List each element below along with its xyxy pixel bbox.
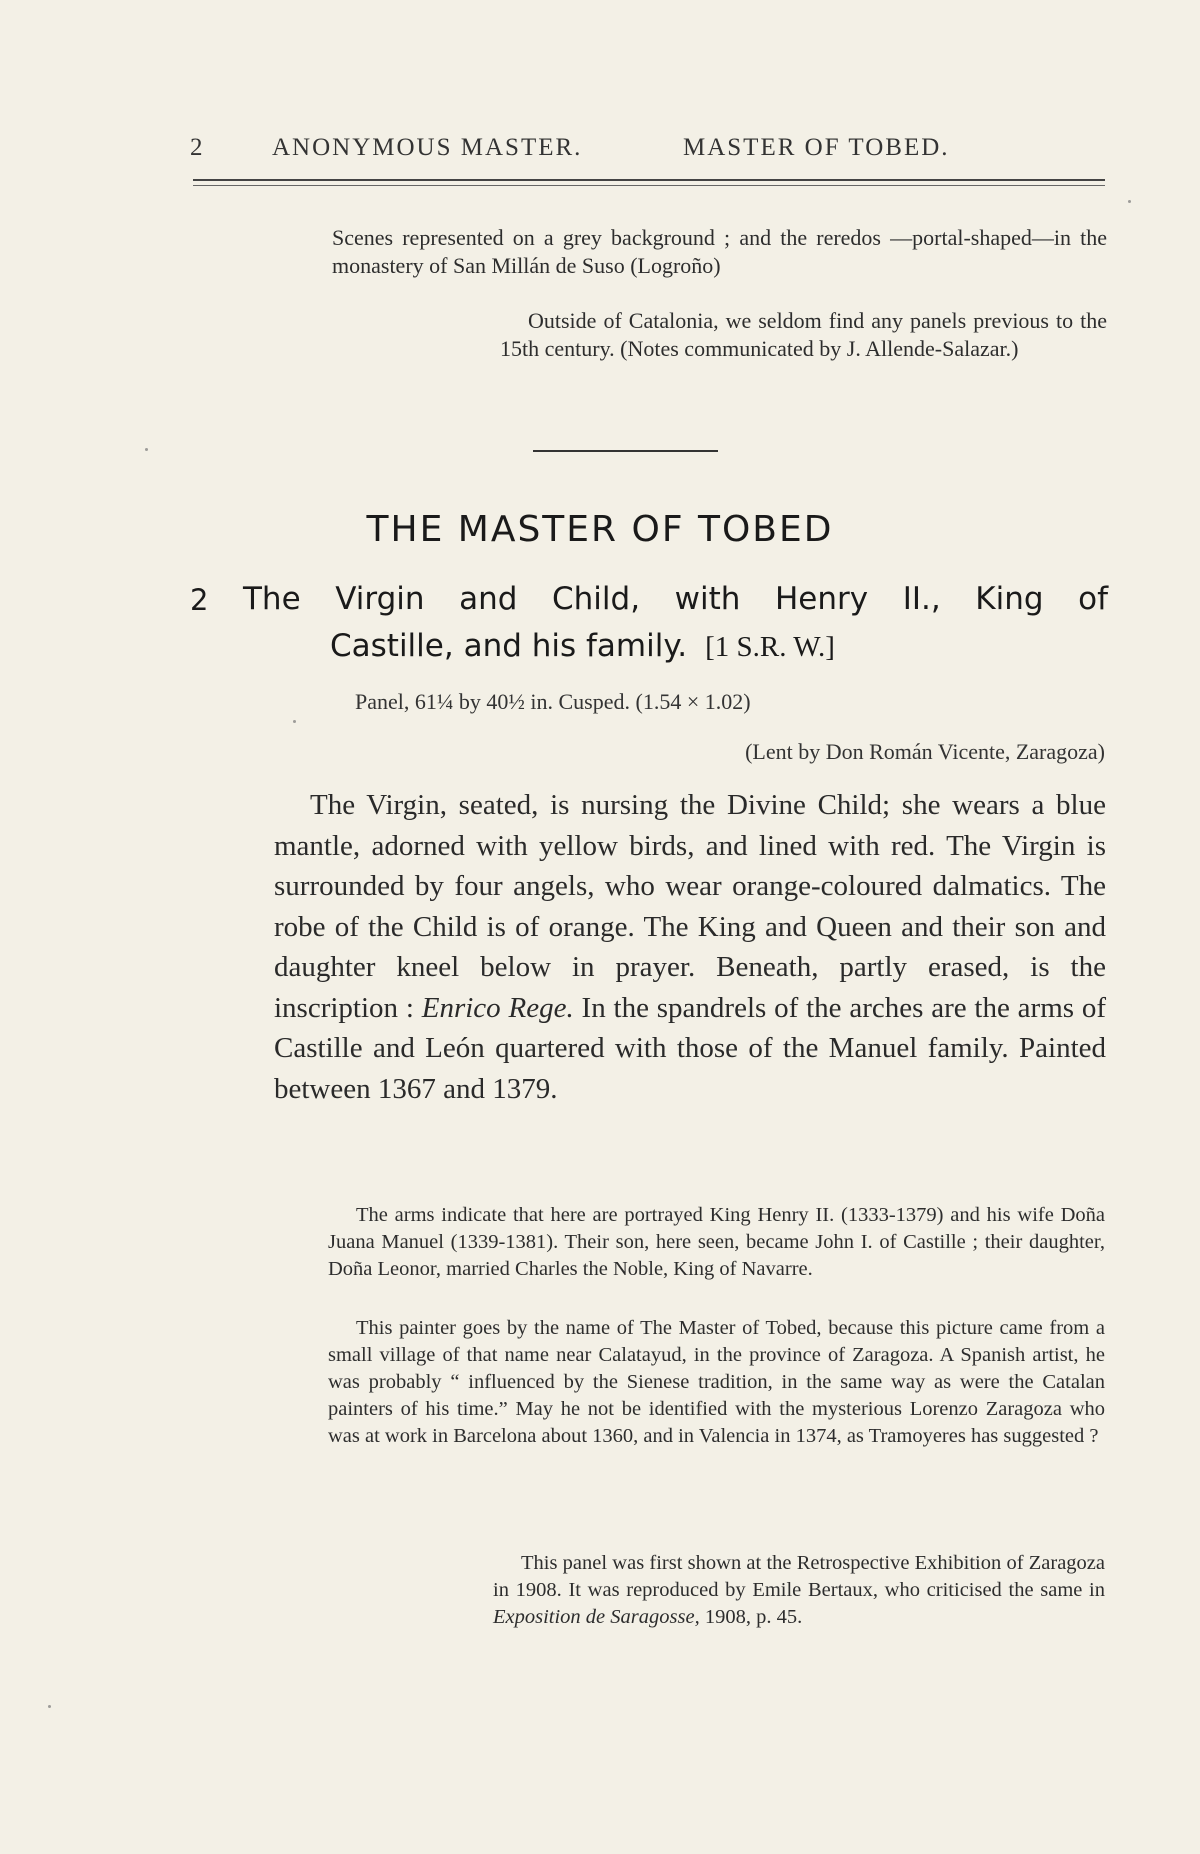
inscription-text: Enrico Rege. bbox=[421, 991, 574, 1024]
paper-speck bbox=[1128, 200, 1131, 203]
intro-paragraph-1: Scenes represented on a grey background ; and the reredos —portal-shaped—in the monastery of San Millán de Suso (Logroño) bbox=[332, 225, 1107, 278]
header-rule bbox=[193, 179, 1105, 181]
header-rule-thin bbox=[193, 185, 1105, 186]
header-right-title: MASTER OF TOBED. bbox=[683, 134, 950, 161]
note-paragraph-1: The arms indicate that here are portrayed King Henry II. (1333-1379) and his wife Doña Juana Manuel (1339-1381). Their son, here seen, became John I. of Castille ; their daughter, Doña Leonor, married Charles the Noble, King of Navarre. bbox=[328, 1204, 1105, 1280]
entry-title-line-2-wrap bbox=[243, 623, 1108, 671]
note-3-text-2: 1908, p. 45. bbox=[699, 1606, 803, 1628]
entry-title-line-2: Castille, and his family. bbox=[330, 628, 688, 664]
section-title: THE MASTER OF TOBED bbox=[366, 509, 834, 550]
note-paragraph-3 bbox=[493, 1550, 1105, 1631]
paper-speck bbox=[293, 720, 296, 723]
lender-credit: (Lent by Don Román Vicente, Zaragoza) bbox=[745, 739, 1105, 764]
catalogue-reference: [1 S.R. W.] bbox=[705, 631, 835, 663]
panel-dimensions: Panel, 61¼ by 40½ in. Cusped. (1.54 × 1.02) bbox=[355, 689, 751, 714]
page-number: 2 bbox=[190, 134, 205, 161]
note-3-text-1: This panel was first shown at the Retrospective Exhibition of Zaragoza in 1908. It was reproduced by Emile Bertaux, who criticised the same in bbox=[493, 1552, 1105, 1601]
section-divider bbox=[533, 450, 718, 452]
entry-title-line-1: The Virgin and Child, with Henry II., King of bbox=[243, 581, 1108, 617]
note-paragraph-2: This painter goes by the name of The Master of Tobed, because this picture came from a small village of that name near Calatayud, in the province of Zaragoza. A Spanish artist, he was probably “ influenced by the Sienese tradition, in the same way as were the Catalan painters of his time.” May he not be identified with the mysterious Lorenzo Zaragoza who was at work in Barcelona about 1360, and in Valencia in 1374, as Tramoyeres has suggested ? bbox=[328, 1317, 1105, 1447]
note-3-italic-title: Exposition de Saragosse, bbox=[493, 1606, 700, 1628]
intro-paragraph-2: Outside of Catalonia, we seldom find any panels previous to the 15th century. (Notes communicated by J. Allende-Salazar.) bbox=[500, 308, 1107, 361]
description-text-2: In the spandrels of the arches are the arms of Castille and León quartered with those of the Manuel family. Painted between 1367 and 1379. bbox=[274, 991, 1107, 1105]
paper-speck bbox=[48, 1705, 51, 1708]
description-paragraph bbox=[274, 785, 1106, 1109]
paper-speck bbox=[145, 448, 148, 451]
entry-number: 2 bbox=[190, 583, 209, 617]
description-text-1: The Virgin, seated, is nursing the Divine Child; she wears a blue mantle, adorned with yellow birds, and lined with red. The Virgin is surrounded by four angels, who wear orange-coloured dalmatics. The robe of the Child is of orange. The King and Queen and their son and daughter kneel below in prayer. Beneath, partly erased, is the inscription : bbox=[274, 789, 1106, 1024]
header-left-title: ANONYMOUS MASTER. bbox=[272, 134, 583, 161]
entry-title bbox=[243, 576, 1108, 671]
